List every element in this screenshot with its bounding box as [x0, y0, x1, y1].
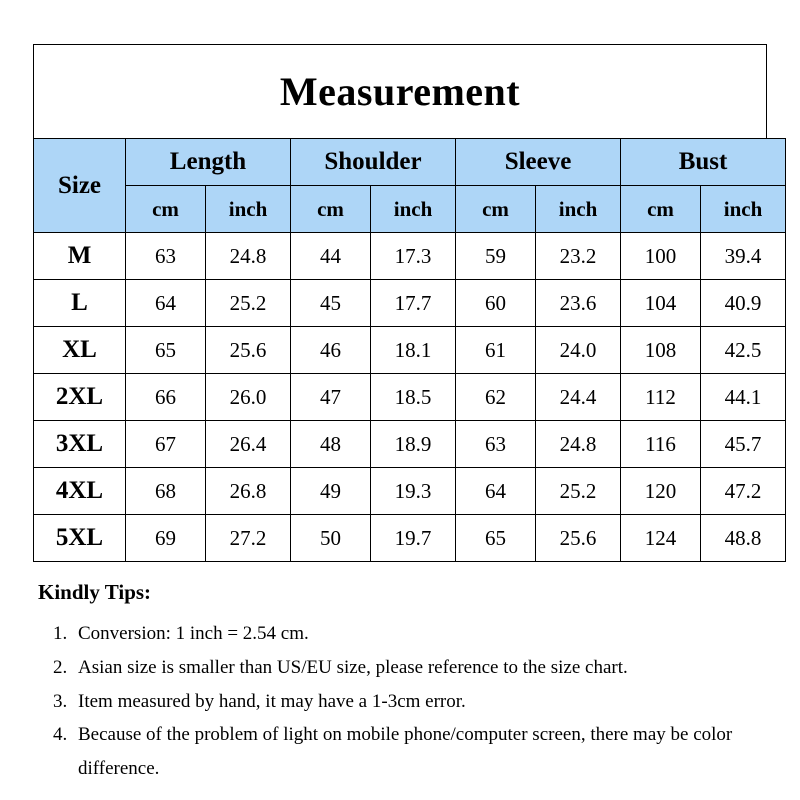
- cell-length-inch: 24.8: [206, 233, 291, 280]
- cell-bust-inch: 39.4: [701, 233, 786, 280]
- list-item: 1. Conversion: 1 inch = 2.54 cm.: [72, 617, 768, 651]
- cell-shoulder-inch: 18.1: [371, 327, 456, 374]
- cell-sleeve-inch: 24.0: [536, 327, 621, 374]
- cell-sleeve-inch: 23.6: [536, 280, 621, 327]
- cell-size: 3XL: [34, 421, 126, 468]
- cell-length-cm: 69: [126, 515, 206, 562]
- cell-length-cm: 67: [126, 421, 206, 468]
- cell-size: XL: [34, 327, 126, 374]
- cell-length-inch: 26.0: [206, 374, 291, 421]
- cell-bust-cm: 120: [621, 468, 701, 515]
- cell-sleeve-inch: 24.4: [536, 374, 621, 421]
- cell-shoulder-inch: 17.3: [371, 233, 456, 280]
- cell-length-cm: 65: [126, 327, 206, 374]
- cell-size: L: [34, 280, 126, 327]
- cell-size: 5XL: [34, 515, 126, 562]
- table-row: [34, 233, 786, 280]
- cell-shoulder-cm: 44: [291, 233, 371, 280]
- cell-length-inch: 26.8: [206, 468, 291, 515]
- unit-header-bust-inch: inch: [701, 186, 786, 233]
- cell-shoulder-cm: 46: [291, 327, 371, 374]
- page-title: Measurement: [279, 69, 521, 114]
- table-row: [34, 468, 786, 515]
- cell-bust-cm: 108: [621, 327, 701, 374]
- cell-length-cm: 64: [126, 280, 206, 327]
- column-header-bust: Bust: [621, 139, 786, 186]
- list-item: 2. Asian size is smaller than US/EU size, please reference to the size chart.: [72, 651, 768, 685]
- cell-shoulder-cm: 47: [291, 374, 371, 421]
- cell-sleeve-cm: 62: [456, 374, 536, 421]
- table-row: [34, 280, 786, 327]
- measurement-table: [33, 138, 786, 562]
- cell-shoulder-inch: 18.9: [371, 421, 456, 468]
- cell-sleeve-cm: 60: [456, 280, 536, 327]
- table-group-header-row: [34, 139, 786, 186]
- cell-length-inch: 25.6: [206, 327, 291, 374]
- cell-length-cm: 66: [126, 374, 206, 421]
- table-row: [34, 327, 786, 374]
- cell-sleeve-inch: 25.2: [536, 468, 621, 515]
- cell-sleeve-cm: 59: [456, 233, 536, 280]
- cell-bust-cm: 116: [621, 421, 701, 468]
- kindly-tips-section: [38, 580, 768, 786]
- cell-shoulder-cm: 45: [291, 280, 371, 327]
- cell-size: 4XL: [34, 468, 126, 515]
- cell-shoulder-inch: 19.3: [371, 468, 456, 515]
- cell-sleeve-cm: 61: [456, 327, 536, 374]
- cell-size: 2XL: [34, 374, 126, 421]
- unit-header-shoulder-inch: inch: [371, 186, 456, 233]
- column-header-size: Size: [34, 139, 126, 233]
- cell-bust-cm: 124: [621, 515, 701, 562]
- tips-heading: Kindly Tips:: [38, 580, 152, 604]
- cell-bust-inch: 44.1: [701, 374, 786, 421]
- cell-bust-cm: 100: [621, 233, 701, 280]
- cell-length-inch: 26.4: [206, 421, 291, 468]
- cell-bust-inch: 45.7: [701, 421, 786, 468]
- table-row: [34, 374, 786, 421]
- cell-sleeve-inch: 25.6: [536, 515, 621, 562]
- cell-length-inch: 27.2: [206, 515, 291, 562]
- cell-sleeve-inch: 24.8: [536, 421, 621, 468]
- tips-list: [38, 617, 768, 786]
- cell-shoulder-cm: 49: [291, 468, 371, 515]
- list-item: 3. Item measured by hand, it may have a 1-3cm error.: [72, 685, 768, 719]
- cell-length-cm: 63: [126, 233, 206, 280]
- cell-bust-cm: 112: [621, 374, 701, 421]
- table-row: [34, 421, 786, 468]
- cell-length-inch: 25.2: [206, 280, 291, 327]
- cell-bust-inch: 42.5: [701, 327, 786, 374]
- table-unit-header-row: [34, 186, 786, 233]
- cell-sleeve-cm: 65: [456, 515, 536, 562]
- cell-bust-inch: 40.9: [701, 280, 786, 327]
- cell-shoulder-inch: 19.7: [371, 515, 456, 562]
- unit-header-sleeve-inch: inch: [536, 186, 621, 233]
- unit-header-length-cm: cm: [126, 186, 206, 233]
- column-header-length: Length: [126, 139, 291, 186]
- cell-bust-cm: 104: [621, 280, 701, 327]
- cell-shoulder-cm: 50: [291, 515, 371, 562]
- title-bar: [33, 44, 767, 138]
- cell-sleeve-cm: 63: [456, 421, 536, 468]
- cell-shoulder-inch: 18.5: [371, 374, 456, 421]
- unit-header-bust-cm: cm: [621, 186, 701, 233]
- cell-bust-inch: 48.8: [701, 515, 786, 562]
- table-header: [34, 139, 786, 233]
- cell-shoulder-inch: 17.7: [371, 280, 456, 327]
- unit-header-sleeve-cm: cm: [456, 186, 536, 233]
- cell-size: M: [34, 233, 126, 280]
- list-item: 4. Because of the problem of light on mobile phone/computer screen, there may be color difference.: [72, 718, 768, 786]
- unit-header-length-inch: inch: [206, 186, 291, 233]
- column-header-sleeve: Sleeve: [456, 139, 621, 186]
- unit-header-shoulder-cm: cm: [291, 186, 371, 233]
- cell-length-cm: 68: [126, 468, 206, 515]
- cell-sleeve-inch: 23.2: [536, 233, 621, 280]
- table-body: [34, 233, 786, 562]
- cell-shoulder-cm: 48: [291, 421, 371, 468]
- cell-sleeve-cm: 64: [456, 468, 536, 515]
- column-header-shoulder: Shoulder: [291, 139, 456, 186]
- cell-bust-inch: 47.2: [701, 468, 786, 515]
- table-row: [34, 515, 786, 562]
